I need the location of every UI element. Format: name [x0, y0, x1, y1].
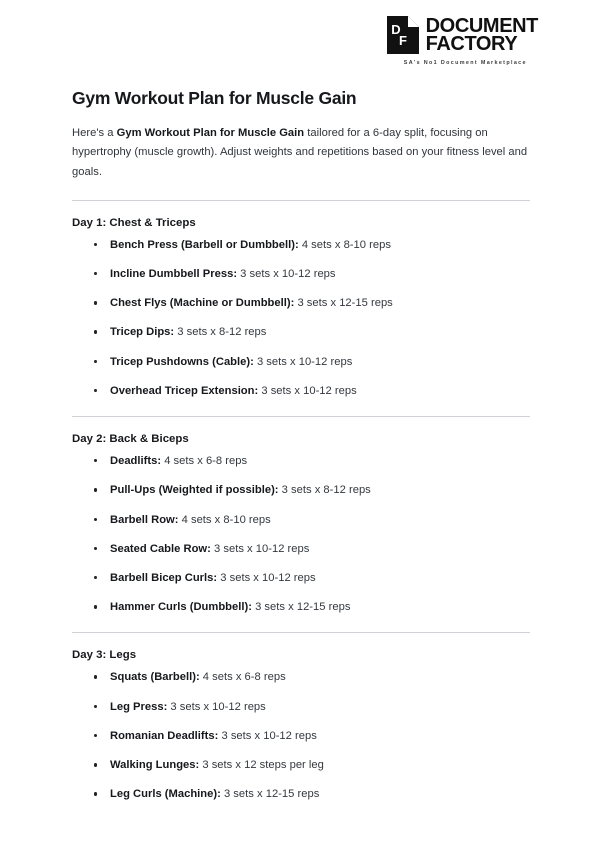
bullet-icon: [94, 605, 97, 608]
list-item: [72, 570, 530, 586]
exercise-name: Squats (Barbell):: [110, 671, 200, 684]
section-divider: [72, 200, 530, 201]
exercise-name: Incline Dumbbell Press:: [110, 267, 238, 280]
exercise-detail: 3 sets x 10-12 reps: [217, 572, 316, 584]
page-title: Gym Workout Plan for Muscle Gain: [72, 88, 357, 108]
exercise-name: Tricep Pushdowns (Cable):: [110, 355, 254, 368]
intro-after: tailored for a 6-day split, focusing on hypertrophy (muscle growth). Adjust weights and repetitions based on your fitness level and goals.: [72, 126, 528, 179]
exercise-detail: 3 sets x 12-15 reps: [294, 297, 393, 310]
exercise-detail: 3 sets x 10-12 reps: [237, 267, 336, 280]
svg-text:D: D: [390, 22, 401, 37]
exercise-detail: 3 sets x 8-12 reps: [278, 484, 371, 497]
document-content: [72, 88, 530, 803]
section-divider: [72, 416, 530, 417]
bullet-icon: [94, 243, 97, 246]
day-heading: Day 2: Back & Biceps: [72, 433, 189, 446]
exercise-detail: 3 sets x 10-12 reps: [210, 542, 310, 555]
exercise-detail: 3 sets x 10-12 reps: [258, 384, 357, 397]
bullet-icon: [94, 792, 97, 795]
exercise-name: Bench Press (Barbell or Dumbbell):: [110, 238, 299, 251]
list-item: [72, 599, 530, 615]
bullet-icon: [94, 360, 97, 363]
brand-tagline: SA's No1 Document Marketplace: [403, 60, 527, 66]
bullet-icon: [94, 734, 97, 737]
exercise-detail: 4 sets x 6-8 reps: [199, 671, 286, 684]
exercise-detail: 3 sets x 10-12 reps: [167, 700, 266, 713]
brand-name-line1: DOCUMENT: [425, 14, 538, 37]
exercise-detail: 4 sets x 8-10 reps: [178, 513, 271, 526]
exercise-name: Hammer Curls (Dumbbell):: [110, 601, 252, 614]
list-item: [72, 295, 530, 311]
exercise-name: Walking Lunges:: [110, 759, 200, 772]
section-divider: [72, 632, 530, 633]
exercise-list: [72, 237, 530, 399]
list-item: [72, 669, 530, 685]
exercise-detail: 4 sets x 8-10 reps: [298, 238, 391, 251]
exercise-name: Deadlifts:: [110, 455, 162, 468]
exercise-list: [72, 453, 530, 615]
bullet-icon: [94, 330, 97, 333]
brand-wordmark: [425, 14, 538, 55]
list-item: [72, 324, 530, 340]
document-file-icon: [387, 16, 419, 54]
brand-logo: [387, 16, 538, 54]
day-heading: Day 3: Legs: [72, 649, 137, 662]
bullet-icon: [94, 488, 97, 491]
bullet-icon: [94, 272, 97, 275]
exercise-detail: 3 sets x 10-12 reps: [218, 729, 317, 742]
list-item: [72, 453, 530, 469]
svg-text:F: F: [398, 33, 407, 48]
exercise-name: Overhead Tricep Extension:: [110, 384, 259, 397]
list-item: [72, 383, 530, 399]
exercise-detail: 3 sets x 12 steps per leg: [199, 759, 324, 772]
list-item: [72, 354, 530, 370]
list-item: [72, 728, 530, 744]
brand-header: [387, 16, 538, 66]
intro-paragraph: [72, 124, 530, 183]
intro-bold: Gym Workout Plan for Muscle Gain: [116, 126, 305, 139]
list-item: [72, 266, 530, 282]
exercise-detail: 3 sets x 10-12 reps: [253, 355, 353, 368]
exercise-detail: 3 sets x 12-15 reps: [251, 601, 351, 614]
bullet-icon: [94, 705, 97, 708]
list-item: [72, 757, 530, 773]
exercise-name: Barbell Bicep Curls:: [110, 572, 218, 584]
day-section: [72, 433, 530, 615]
intro-before: Here's a: [72, 126, 117, 139]
list-item: [72, 482, 530, 498]
bullet-icon: [94, 675, 97, 678]
bullet-icon: [94, 389, 97, 392]
bullet-icon: [94, 576, 97, 579]
sections-container: [72, 200, 530, 803]
bullet-icon: [94, 518, 97, 521]
list-item: [72, 237, 530, 253]
exercise-name: Seated Cable Row:: [110, 542, 211, 555]
list-item: [72, 699, 530, 715]
list-item: [72, 786, 530, 802]
bullet-icon: [94, 301, 97, 304]
exercise-name: Chest Flys (Machine or Dumbbell):: [110, 297, 295, 310]
exercise-detail: 4 sets x 6-8 reps: [161, 455, 248, 468]
exercise-name: Barbell Row:: [110, 513, 179, 526]
list-item: [72, 541, 530, 557]
brand-name-line2: FACTORY: [425, 33, 518, 55]
exercise-list: [72, 669, 530, 802]
bullet-icon: [94, 547, 97, 550]
day-heading: Day 1: Chest & Triceps: [72, 216, 196, 229]
exercise-name: Leg Curls (Machine):: [110, 788, 221, 801]
exercise-detail: 3 sets x 8-12 reps: [174, 326, 267, 339]
exercise-name: Pull-Ups (Weighted if possible):: [110, 484, 279, 497]
day-section: [72, 217, 530, 399]
day-section: [72, 649, 530, 802]
bullet-icon: [94, 763, 97, 766]
exercise-name: Leg Press:: [110, 700, 168, 713]
exercise-detail: 3 sets x 12-15 reps: [220, 788, 320, 801]
exercise-name: Tricep Dips:: [110, 326, 175, 339]
bullet-icon: [94, 459, 97, 462]
list-item: [72, 512, 530, 528]
exercise-name: Romanian Deadlifts:: [110, 729, 219, 742]
